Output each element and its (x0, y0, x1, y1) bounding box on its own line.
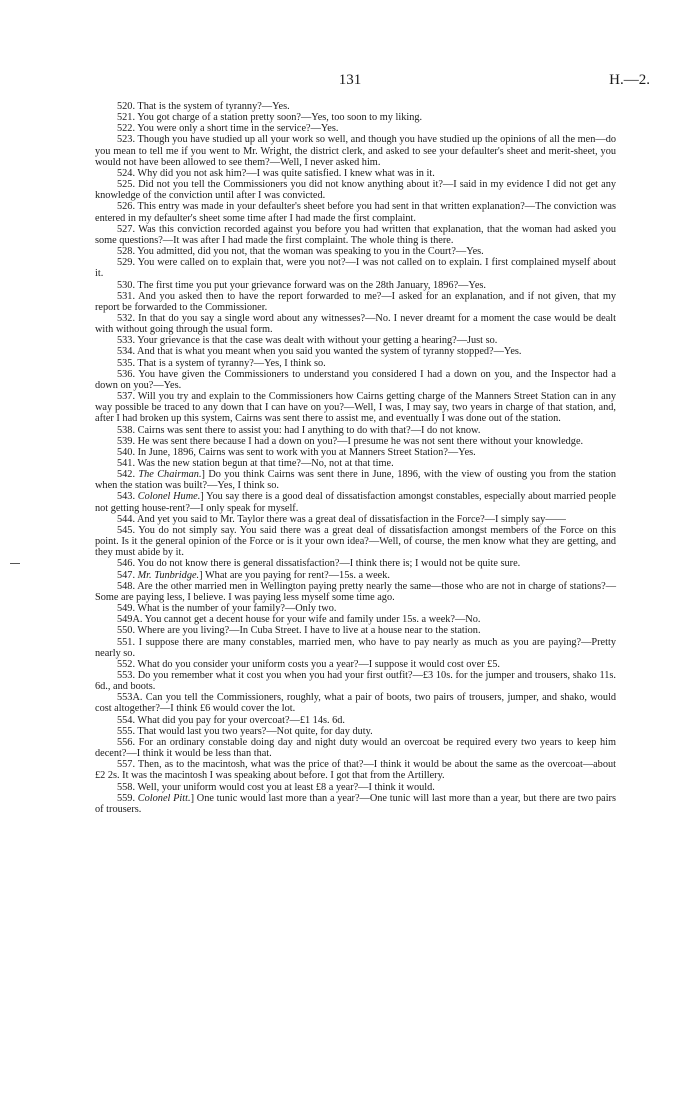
question-number: 543. (117, 491, 136, 503)
document-reference: H.—2. (609, 72, 650, 88)
testimony-paragraph: 545. You do not simply say. You said there was a great deal of dissatisfaction amongst members of the Force on this point. Is it the general opinion of the Force or is it your own idea?—Well, of course, the men know what they are getting, and they must abide by it. (95, 524, 616, 559)
testimony-paragraph: 540. In June, 1896, Cairns was sent to work with you at Manners Street Station?—Yes. (117, 446, 476, 458)
testimony-paragraph: 526. This entry was made in your defaulter's sheet before you had sent in that written explanation?—The conviction was entered in my defaulter's sheet some time after I had made the first complaint. (95, 201, 616, 224)
testimony-paragraph: 549A. You cannot get a decent house for your wife and family under 15s. a week?—No. (117, 614, 481, 626)
speaker-name: Colonel Pitt. (137, 792, 191, 804)
testimony-paragraph: 556. For an ordinary constable doing day and night duty would an overcoat be required every two years to keep him decent?—I think it would be less than that. (95, 736, 616, 760)
testimony-paragraph: 553A. Can you tell the Commissioners, roughly, what a pair of boots, two pairs of trousers, jumper, and shako, would cost altogether?—I think £6 would cover the lot. (95, 692, 616, 715)
testimony-text: Do you think Cairns was sent there in June, 1896, with the view of ousting you from the station when the station was built?—Yes, I think so. (95, 469, 616, 492)
testimony-paragraph: 544. And yet you said to Mr. Taylor there was a great deal of dissatisfaction in the Force?—I simply say—— (117, 513, 566, 525)
testimony-paragraph: 548. Are the other married men in Wellington paying pretty nearly the same—those who are not in charge of stations?—Some are paying less, I believe. I was paying less myself some time ago. (95, 580, 616, 603)
testimony-text: You say there is a good deal of dissatisfaction amongst constables, especially about married people not getting house-rent?—I only speak for myself. (95, 491, 616, 514)
testimony-paragraph: 529. You were called on to explain that, were you not?—I was not called on to explain. I first complained myself about it. (95, 257, 616, 280)
testimony-paragraph: 554. What did you pay for your overcoat?—£1 14s. 6d. (117, 714, 346, 726)
testimony-paragraph: 551. I suppose there are many constables, married men, who have to pay nearly as much as you are paying?—Pretty nearly so. (95, 636, 616, 659)
testimony-paragraph: 541. Was the new station begun at that time?—No, not at that time. (117, 458, 394, 469)
testimony-paragraph: 559. Colonel Pitt.] One tunic would last more than a year?—One tunic will last more than a year, but there are two pairs of trousers. (95, 792, 616, 815)
testimony-paragraph: 530. The first time you put your grievance forward was on the 28th January, 1896?—Yes. (117, 279, 486, 291)
testimony-paragraph: 523. Though you have studied up all your work so well, and though you have studied up the opinions of all the men—do you mean to tell me if you went to Mr. Wright, the district clerk, and asked to see your defaulter's sheet and merit-sheet, you would not have been allowed to see them?—Well, I never asked him. (95, 134, 616, 168)
testimony-paragraph: 547. Mr. Tunbridge.] What are you paying for rent?—15s. a week. (117, 569, 390, 581)
testimony-paragraph: 550. Where are you living?—In Cuba Street. I have to live at a house near to the station. (117, 625, 481, 637)
testimony-paragraph: 543. Colonel Hume.] You say there is a good deal of dissatisfaction amongst constables, especially about married people not getting house-rent?—I only speak for myself. (95, 491, 616, 514)
testimony-paragraph: 536. You have given the Commissioners to understand you considered I had a down on you, and the Inspector had a down on you?—Yes. (95, 368, 616, 391)
testimony-paragraph: 535. That is a system of tyranny?—Yes, I think so. (117, 357, 326, 369)
margin-mark (10, 563, 20, 564)
testimony-paragraph: 538. Cairns was sent there to assist you: had I anything to do with that?—I do not know. (117, 424, 481, 436)
page-number: 131 (338, 72, 362, 88)
testimony-text: One tunic would last more than a year?—One tunic will last more than a year, but there are two pairs of trousers. (95, 792, 616, 815)
testimony-paragraph: 534. And that is what you meant when you said you wanted the system of tyranny stopped?—Yes. (117, 346, 522, 358)
testimony-paragraph: 533. Your grievance is that the case was dealt with without your getting a hearing?—Just so. (117, 335, 498, 347)
testimony-paragraph: 525. Did not you tell the Commissioners you did not know anything about it?—I said in my evidence I did not get any knowledge of the conviction until after I was convicted. (95, 179, 616, 202)
testimony-paragraph: 553. Do you remember what it cost you when you had your first outfit?—£3 10s. for the jumper and trousers, shako 11s. 6d., and boots. (95, 669, 616, 693)
speaker-name: Mr. Tunbridge. (137, 569, 200, 581)
testimony-paragraph: 555. That would last you two years?—Not quite, for day duty. (117, 725, 373, 737)
speaker-name: Colonel Hume. (137, 491, 201, 503)
question-number: 542. (117, 469, 136, 481)
testimony-paragraph: 524. Why did you not ask him?—I was quite satisfied. I knew what was in it. (117, 167, 435, 179)
testimony-paragraph: 542. The Chairman.] Do you think Cairns was sent there in June, 1896, with the view of ousting you from the station when the station was built?—Yes, I think so. (95, 469, 616, 492)
testimony-paragraph: 520. That is the system of tyranny?—Yes. (117, 101, 290, 112)
page-header (0, 72, 700, 92)
testimony-paragraph: 546. You do not know there is general dissatisfaction?—I think there is; I would not be quite sure. (117, 558, 521, 570)
question-number: 547. (117, 569, 136, 581)
testimony-paragraph: 527. Was this conviction recorded against you before you had written that explanation, that the woman had asked you some questions?—It was after I had made the first complaint. The whole thing is there. (95, 223, 616, 246)
testimony-text: What are you paying for rent?—15s. a week. (204, 569, 390, 581)
testimony-paragraph: 558. Well, your uniform would cost you at least £8 a year?—I think it would. (117, 781, 435, 793)
testimony-paragraph: 549. What is the number of your family?—Only two. (117, 603, 337, 615)
testimony-paragraph: 521. You got charge of a station pretty soon?—Yes, too soon to my liking. (117, 112, 423, 124)
testimony-paragraph: 552. What do you consider your uniform costs you a year?—I suppose it would cost over £5. (117, 658, 501, 670)
question-number: 559. (117, 792, 136, 804)
testimony-paragraph: 522. You were only a short time in the service?—Yes. (117, 123, 339, 135)
testimony-paragraph: 539. He was sent there because I had a down on you?—I presume he was not sent there without your knowledge. (117, 435, 584, 447)
testimony-paragraph: 528. You admitted, did you not, that the woman was speaking to you in the Court?—Yes. (117, 246, 484, 258)
testimony-paragraph: 557. Then, as to the macintosh, what was the price of that?—I think it would be about the same as the overcoat—about £2 2s. It was the macintosh I was speaking about before. I got that from the Artillery. (95, 759, 616, 782)
testimony-paragraph: 531. And you asked then to have the report forwarded to me?—I asked for an explanation, and if not given, that my report be forwarded to the Commissioner. (95, 290, 616, 313)
testimony-paragraph: 532. In that do you say a single word about any witnesses?—No. I never dreamt for a moment the case would be dealt with without going through the usual form. (95, 312, 616, 336)
evidence-text (95, 101, 616, 815)
testimony-paragraph: 537. Will you try and explain to the Commissioners how Cairns getting charge of the Manners Street Station can in any way possible be traced to any down that I can have on you?—Well, I was, I may say, two years in charge of that station, and, after I had broken up this system, Cairns was sent there to assist me, and eventually I was done out of the station. (95, 391, 616, 425)
speaker-name: The Chairman. (138, 469, 202, 481)
